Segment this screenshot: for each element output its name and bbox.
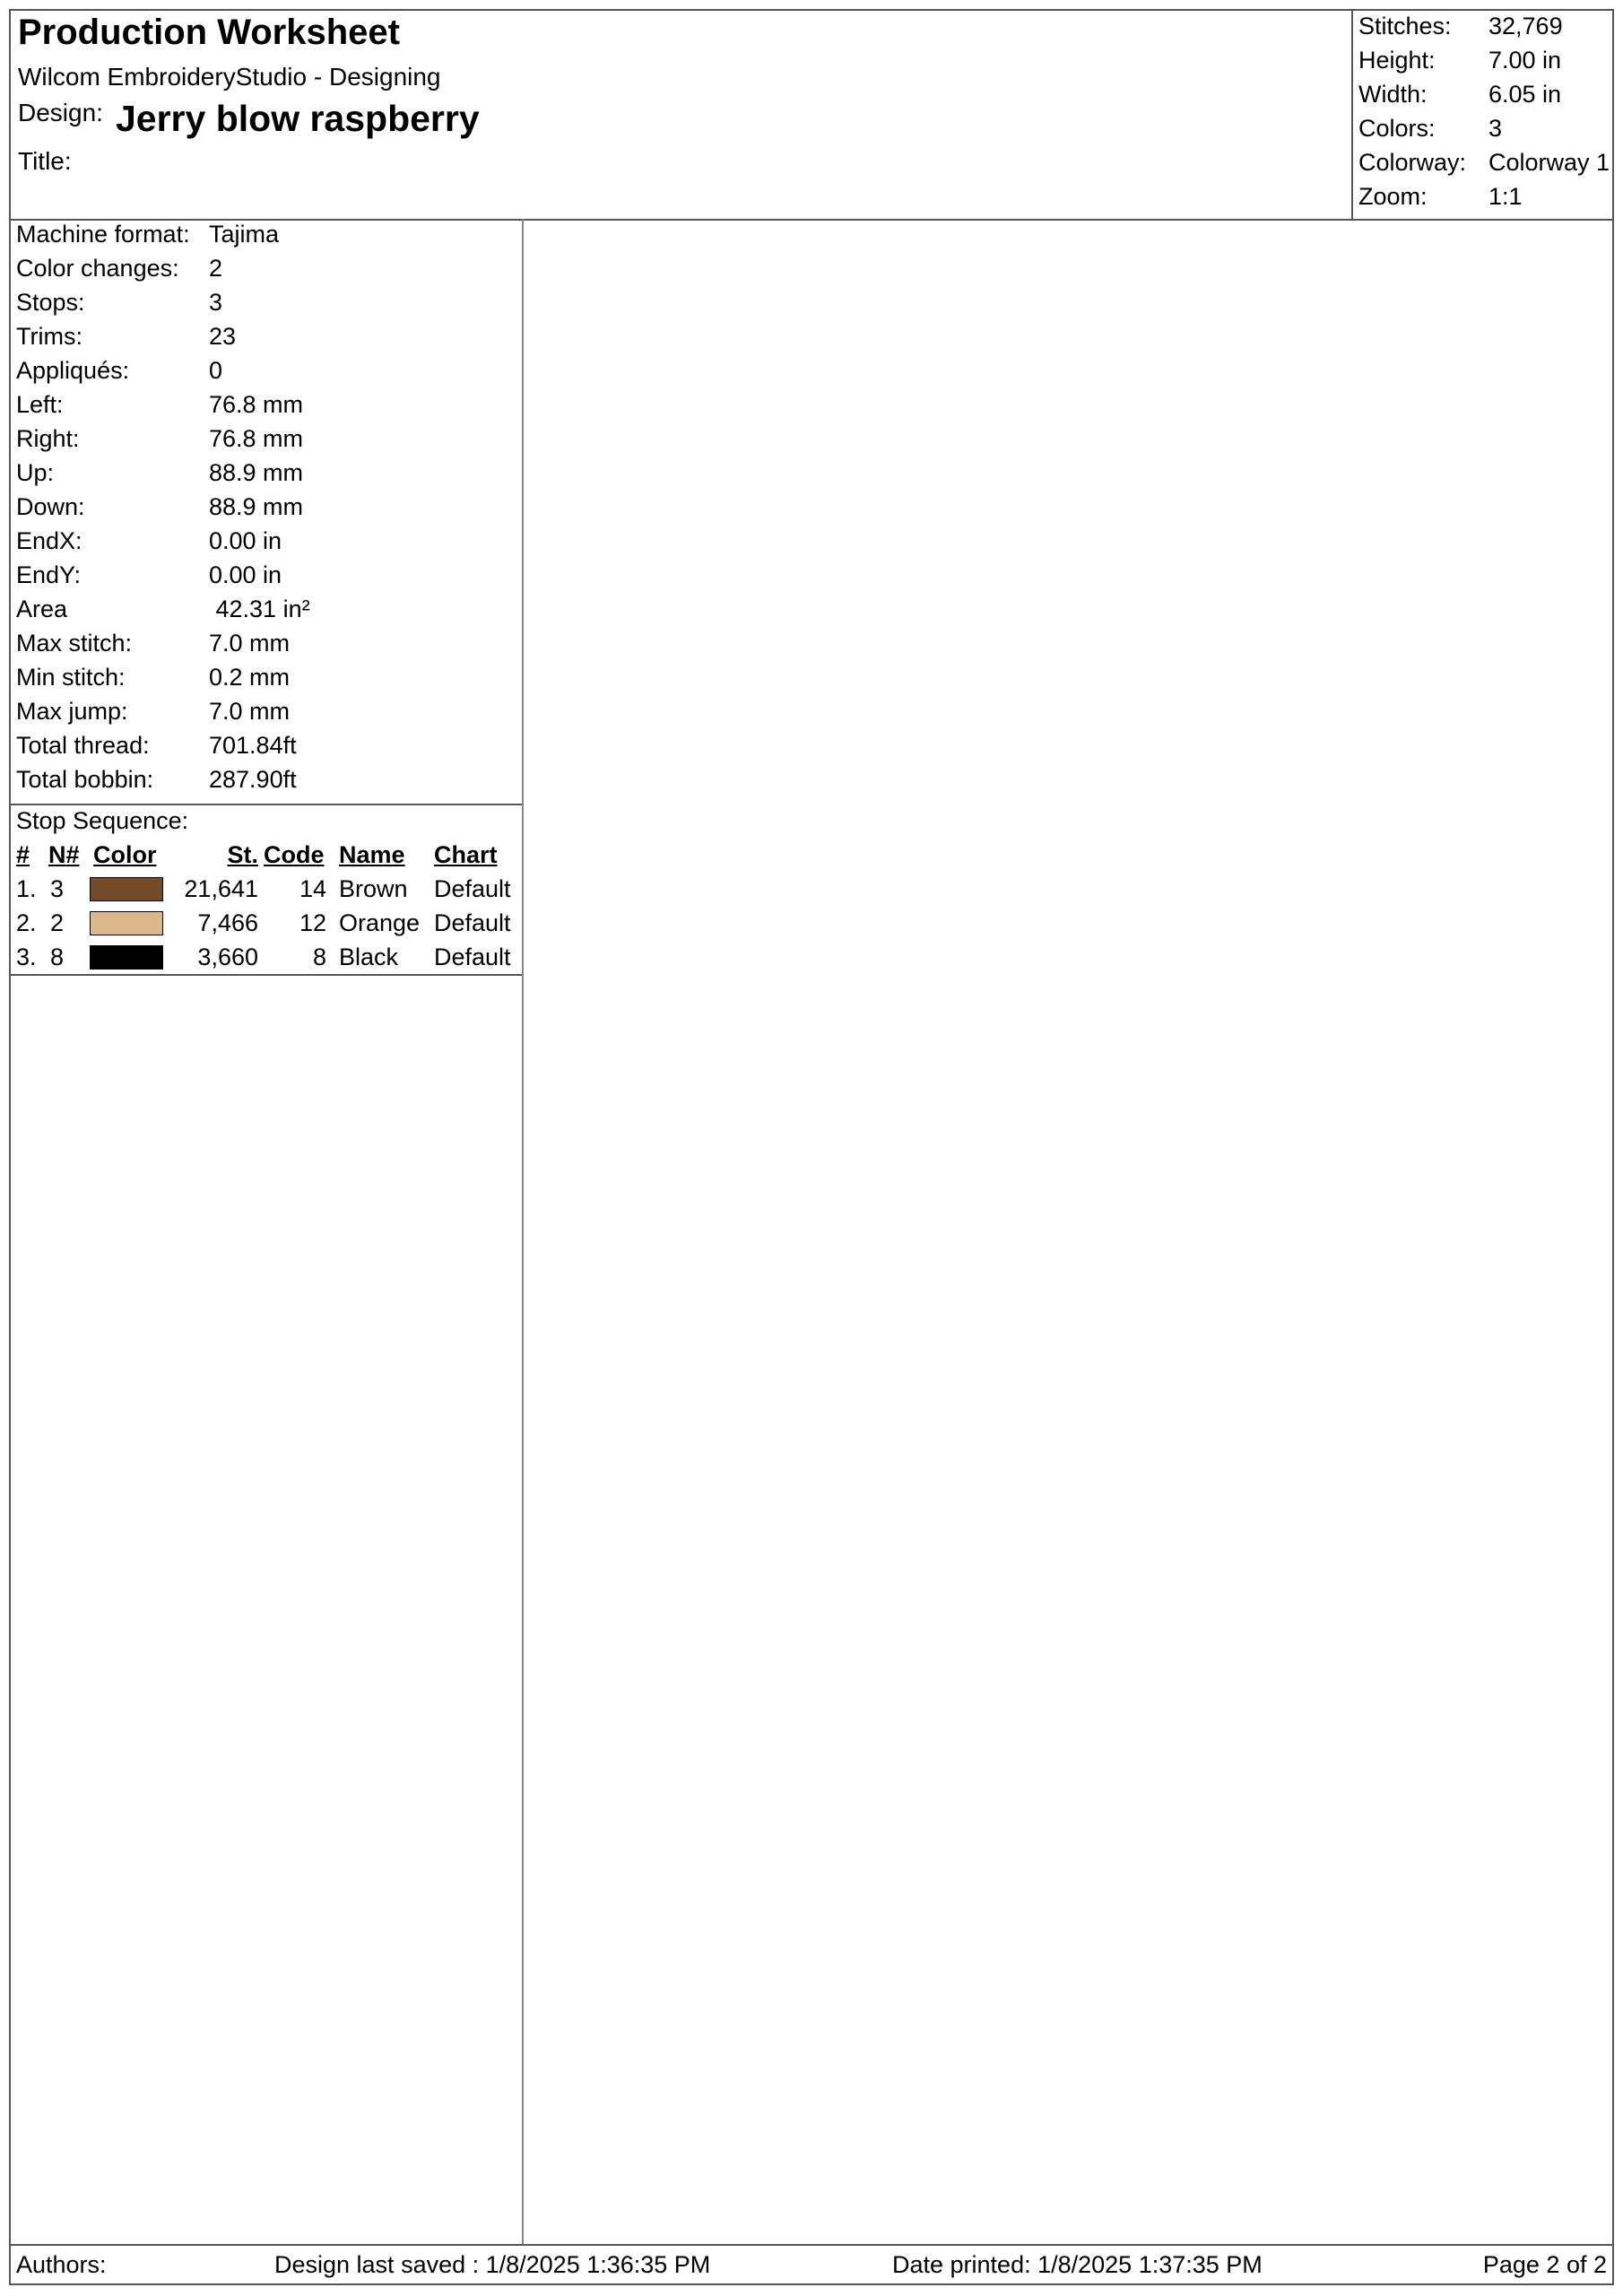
title-label: Title: bbox=[18, 147, 72, 175]
stat-width: Width: 6.05 in bbox=[1358, 81, 1562, 108]
seq-row-3-chart: Default bbox=[434, 944, 511, 970]
info-min-stitch: Min stitch: 0.2 mm bbox=[16, 664, 291, 691]
seq-row-2-swatch bbox=[90, 911, 163, 935]
info-area: Area 42.31 in² bbox=[16, 596, 310, 622]
info-endy: EndY: 0.00 in bbox=[16, 561, 282, 588]
seq-row-2-code: 12 bbox=[299, 909, 326, 936]
seq-row-2-stitches: 7,466 bbox=[197, 909, 258, 936]
col-header-name: Name bbox=[339, 841, 405, 868]
seq-row-3-num: 3. bbox=[16, 944, 37, 970]
info-right: Right: 76.8 mm bbox=[16, 425, 304, 452]
info-down: Down: 88.9 mm bbox=[16, 493, 304, 520]
footer-last-saved: Design last saved : 1/8/2025 1:36:35 PM bbox=[274, 2251, 711, 2278]
seq-row-3-stitches: 3,660 bbox=[197, 944, 258, 970]
info-max-stitch: Max stitch: 7.0 mm bbox=[16, 630, 291, 657]
seq-row-3-swatch bbox=[90, 945, 163, 970]
design-label: Design: bbox=[18, 99, 103, 126]
info-max-jump: Max jump: 7.0 mm bbox=[16, 698, 291, 725]
stat-stitches: Stitches: 32,769 bbox=[1358, 13, 1563, 39]
info-up: Up: 88.9 mm bbox=[16, 459, 304, 486]
stop-sequence-panel bbox=[11, 804, 522, 976]
application-name: Wilcom EmbroideryStudio - Designing bbox=[18, 63, 441, 91]
design-stats bbox=[1351, 11, 1614, 219]
production-worksheet bbox=[9, 9, 1614, 2285]
footer-date-printed: Date printed: 1/8/2025 1:37:35 PM bbox=[892, 2251, 1263, 2278]
seq-row-2-chart: Default bbox=[434, 909, 511, 936]
info-stops: Stops: 3 bbox=[16, 289, 223, 316]
col-header-stitches: St. bbox=[227, 841, 258, 868]
seq-row-1-chart: Default bbox=[434, 875, 511, 902]
info-total-bobbin: Total bobbin: 287.90ft bbox=[16, 766, 297, 793]
info-endx: EndX: 0.00 in bbox=[16, 527, 282, 554]
seq-row-3-needle: 8 bbox=[50, 944, 65, 970]
panel-divider bbox=[522, 219, 524, 2244]
design-name: Jerry blow raspberry bbox=[116, 98, 480, 139]
info-left: Left: 76.8 mm bbox=[16, 391, 304, 418]
stat-zoom: Zoom: 1:1 bbox=[1358, 183, 1523, 210]
col-header-needle: N# bbox=[48, 841, 80, 868]
info-trims: Trims: 23 bbox=[16, 323, 237, 350]
stop-sequence-title: Stop Sequence: bbox=[16, 807, 189, 834]
worksheet-footer bbox=[11, 2244, 1612, 2285]
seq-row-1-code: 14 bbox=[299, 875, 326, 902]
info-color-changes: Color changes: 2 bbox=[16, 255, 223, 282]
col-header-color: Color bbox=[93, 841, 157, 868]
stat-colorway: Colorway: Colorway 1 bbox=[1358, 149, 1610, 176]
seq-row-3-code: 8 bbox=[312, 944, 326, 970]
info-appliques: Appliqués: 0 bbox=[16, 357, 223, 384]
seq-row-3-name: Black bbox=[339, 944, 399, 970]
footer-authors: Authors: bbox=[16, 2251, 107, 2278]
seq-row-1-name: Brown bbox=[339, 875, 408, 902]
col-header-num: # bbox=[16, 841, 30, 868]
seq-row-1-stitches: 21,641 bbox=[184, 875, 258, 902]
seq-row-2-name: Orange bbox=[339, 909, 421, 936]
col-header-chart: Chart bbox=[434, 841, 498, 868]
seq-row-2-num: 2. bbox=[16, 909, 37, 936]
seq-row-1-swatch bbox=[90, 877, 163, 901]
stat-colors: Colors: 3 bbox=[1358, 115, 1503, 142]
col-header-code: Code bbox=[264, 841, 325, 868]
machine-info-panel bbox=[11, 219, 522, 805]
seq-row-2-needle: 2 bbox=[50, 909, 65, 936]
info-total-thread: Total thread: 701.84ft bbox=[16, 732, 297, 759]
stat-height: Height: 7.00 in bbox=[1358, 47, 1562, 74]
seq-row-1-needle: 3 bbox=[50, 875, 65, 902]
page-title: Production Worksheet bbox=[18, 13, 400, 52]
footer-page-number: Page 2 of 2 bbox=[1482, 2251, 1607, 2278]
worksheet-header bbox=[11, 11, 1612, 221]
seq-row-1-num: 1. bbox=[16, 875, 37, 902]
info-machine-format: Machine format: Tajima bbox=[16, 221, 280, 248]
